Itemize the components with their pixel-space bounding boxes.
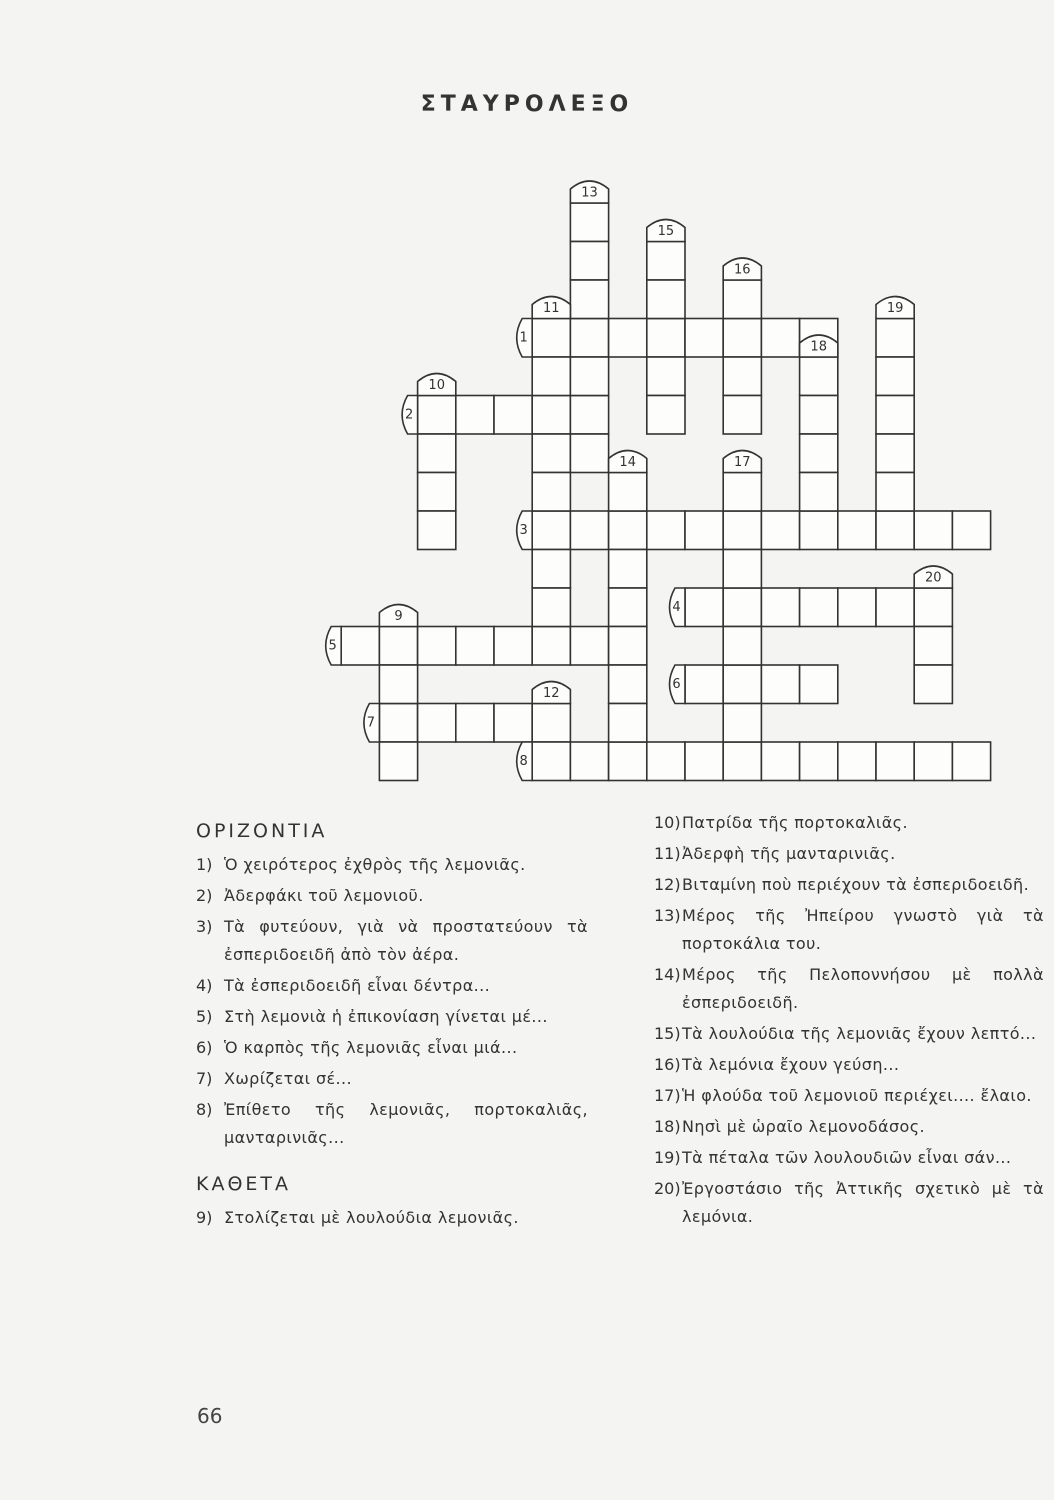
grid-cell[interactable] xyxy=(876,396,914,435)
clue-text: Ἀδερφάκι τοῦ λεμονιοῦ. xyxy=(224,886,424,905)
grid-cell[interactable] xyxy=(761,665,799,704)
clue-item xyxy=(196,1096,588,1152)
grid-cell[interactable] xyxy=(609,319,647,358)
clue-number-bubble xyxy=(876,297,914,319)
grid-cell[interactable] xyxy=(723,396,761,435)
grid-cell[interactable] xyxy=(838,742,876,781)
clues-right-column xyxy=(654,809,1044,1234)
grid-cell[interactable] xyxy=(532,511,570,550)
grid-cell[interactable] xyxy=(570,742,608,781)
clue-number: 8) xyxy=(196,1100,213,1119)
page-title: ΣΤΑΥΡΟΛΕΞΟ xyxy=(420,92,634,117)
grid-cell[interactable] xyxy=(761,319,799,358)
clue-text: Τὰ λεμόνια ἔχουν γεύση... xyxy=(682,1055,900,1074)
grid-cell[interactable] xyxy=(876,357,914,396)
grid-cell[interactable] xyxy=(723,319,761,358)
down-clue-list-right xyxy=(654,809,1044,1231)
clue-item xyxy=(654,902,1044,958)
clue-text: Μέρος τῆς Ἠπείρου γνωστὸ γιὰ τὰ πορτοκάλια του. xyxy=(682,906,1044,953)
grid-cell[interactable] xyxy=(723,357,761,396)
clue-text: Πατρίδα τῆς πορτοκαλιᾶς. xyxy=(682,813,908,832)
clue-number-bubble xyxy=(670,665,686,704)
clue-text: Ὁ χειρότερος ἐχθρὸς τῆς λεμονιᾶς. xyxy=(224,855,526,874)
grid-cell[interactable] xyxy=(723,742,761,781)
grid-cell[interactable] xyxy=(952,742,990,781)
grid-cell[interactable] xyxy=(647,742,685,781)
clue-number-bubble xyxy=(379,605,417,627)
clue-number-label: 13 xyxy=(581,185,598,201)
grid-cell[interactable] xyxy=(876,588,914,627)
grid-cell[interactable] xyxy=(876,473,914,512)
clue-number: 11) xyxy=(654,844,681,863)
grid-cells xyxy=(341,203,990,781)
grid-cell[interactable] xyxy=(570,319,608,358)
clue-item xyxy=(654,1113,1044,1141)
grid-cell[interactable] xyxy=(494,627,532,666)
grid-cell[interactable] xyxy=(723,627,761,666)
grid-cell[interactable] xyxy=(418,511,456,550)
across-clue-list xyxy=(196,851,588,1152)
grid-cell[interactable] xyxy=(379,704,417,743)
grid-cell[interactable] xyxy=(685,665,723,704)
grid-cell[interactable] xyxy=(532,742,570,781)
clue-number-label: 2 xyxy=(404,407,414,423)
clue-text: Τὰ φυτεύουν, γιὰ νὰ προστατεύουν τὰ ἐσπεριδοειδῆ ἀπὸ τὸν ἀέρα. xyxy=(224,917,588,964)
clue-item xyxy=(654,871,1044,899)
clue-number-label: 15 xyxy=(657,224,675,239)
clue-number-bubble xyxy=(723,258,761,280)
clue-number-bubble xyxy=(402,396,418,435)
clue-number: 5) xyxy=(196,1007,213,1026)
clue-number-label: 18 xyxy=(810,339,827,355)
grid-cell[interactable] xyxy=(914,742,952,781)
grid-cell[interactable] xyxy=(418,434,456,473)
clue-item xyxy=(654,1051,1044,1079)
clue-number-label: 16 xyxy=(734,262,751,278)
clue-text: Χωρίζεται σέ... xyxy=(224,1069,353,1088)
clue-number-bubble xyxy=(532,682,570,704)
clue-number-label: 8 xyxy=(519,753,528,769)
clue-number-label: 9 xyxy=(394,609,403,624)
clue-number-bubble xyxy=(517,511,533,550)
grid-cell[interactable] xyxy=(609,704,647,743)
clue-number: 12) xyxy=(654,875,681,894)
grid-cell[interactable] xyxy=(761,511,799,550)
grid-cell[interactable] xyxy=(914,627,952,666)
clue-number: 7) xyxy=(196,1069,213,1088)
clue-text: Τὰ πέταλα τῶν λουλουδιῶν εἶναι σάν... xyxy=(682,1148,1012,1167)
clue-number-bubble xyxy=(647,220,685,242)
clue-number-bubble xyxy=(723,451,761,473)
clue-number-label: 3 xyxy=(519,522,528,538)
grid-cell[interactable] xyxy=(456,627,494,666)
grid-cell[interactable] xyxy=(723,280,761,319)
clue-number-bubble xyxy=(517,319,533,358)
grid-cell[interactable] xyxy=(532,319,570,358)
grid-cell[interactable] xyxy=(609,473,647,512)
clue-number: 18) xyxy=(654,1117,681,1136)
grid-cell[interactable] xyxy=(800,357,838,396)
clue-text: Βιταμίνη ποὺ περιέχουν τὰ ἐσπεριδοειδῆ. xyxy=(682,875,1030,894)
clue-text: Ἐπίθετο τῆς λεμονιᾶς, πορτοκαλιᾶς, μανταρινιᾶς... xyxy=(224,1100,588,1147)
clue-number: 19) xyxy=(654,1148,681,1167)
grid-cell[interactable] xyxy=(876,319,914,358)
clue-number-bubble xyxy=(609,451,647,473)
clue-item xyxy=(654,809,1044,837)
grid-cell[interactable] xyxy=(532,627,570,666)
grid-cell[interactable] xyxy=(532,434,570,473)
clue-number-bubble xyxy=(800,335,838,357)
grid-cell[interactable] xyxy=(532,704,570,743)
clue-item xyxy=(196,1003,588,1031)
clue-text: Στὴ λεμονιὰ ἡ ἐπικονίαση γίνεται μέ... xyxy=(224,1007,548,1026)
clue-item xyxy=(654,1082,1044,1110)
grid-cell[interactable] xyxy=(418,473,456,512)
grid-cell[interactable] xyxy=(647,511,685,550)
clue-number: 20) xyxy=(654,1179,681,1198)
clue-number-bubble xyxy=(517,742,533,781)
clue-item xyxy=(196,913,588,969)
grid-cell[interactable] xyxy=(914,665,952,704)
grid-cell[interactable] xyxy=(570,203,608,242)
clue-number-label: 20 xyxy=(925,570,942,586)
grid-cell[interactable] xyxy=(723,473,761,512)
clue-number-label: 6 xyxy=(672,676,681,692)
grid-cell[interactable] xyxy=(685,319,723,358)
grid-cell[interactable] xyxy=(723,550,761,589)
grid-cell[interactable] xyxy=(647,396,685,435)
down-clue-list-left xyxy=(196,1204,588,1232)
clue-number-bubble xyxy=(670,588,686,627)
grid-cell[interactable] xyxy=(418,627,456,666)
clue-item xyxy=(654,840,1044,868)
grid-cell[interactable] xyxy=(723,511,761,550)
grid-cell[interactable] xyxy=(761,742,799,781)
clue-number-label: 17 xyxy=(734,455,751,470)
grid-cell[interactable] xyxy=(609,665,647,704)
clue-number-bubble xyxy=(532,297,570,319)
grid-cell[interactable] xyxy=(532,396,570,435)
grid-cell[interactable] xyxy=(876,511,914,550)
grid-cell[interactable] xyxy=(723,704,761,743)
clue-number: 1) xyxy=(196,855,213,874)
grid-cell[interactable] xyxy=(379,742,417,781)
clue-number: 3) xyxy=(196,917,213,936)
clue-item xyxy=(654,1020,1044,1048)
clue-item xyxy=(196,1065,588,1093)
grid-cell[interactable] xyxy=(800,434,838,473)
down-heading: ΚΑΘΕΤΑ xyxy=(196,1173,292,1195)
grid-cell[interactable] xyxy=(532,588,570,627)
grid-cell[interactable] xyxy=(800,396,838,435)
grid-cell[interactable] xyxy=(800,665,838,704)
clue-number-label: 12 xyxy=(543,686,560,701)
grid-cell[interactable] xyxy=(761,588,799,627)
grid-cell[interactable] xyxy=(800,473,838,512)
clue-number: 4) xyxy=(196,976,213,995)
clue-number: 13) xyxy=(654,906,681,925)
grid-cell[interactable] xyxy=(609,511,647,550)
grid-cell[interactable] xyxy=(723,665,761,704)
clue-item xyxy=(196,882,588,910)
clue-item xyxy=(654,961,1044,1017)
clue-number-bubble xyxy=(570,181,608,203)
grid-cell[interactable] xyxy=(876,742,914,781)
clue-number: 15) xyxy=(654,1024,681,1043)
grid-cell[interactable] xyxy=(609,627,647,666)
grid-cell[interactable] xyxy=(494,704,532,743)
clue-number-label: 7 xyxy=(366,715,376,731)
clue-item xyxy=(196,1204,588,1232)
clue-number-label: 4 xyxy=(672,599,681,615)
clue-number-label: 19 xyxy=(886,301,904,316)
grid-cell[interactable] xyxy=(952,511,990,550)
clue-text: Ἀδερφὴ τῆς μανταρινιᾶς. xyxy=(682,844,896,863)
grid-cell[interactable] xyxy=(876,434,914,473)
grid-cell[interactable] xyxy=(341,627,379,666)
clue-number: 2) xyxy=(196,886,213,905)
clue-number-label: 14 xyxy=(619,455,636,470)
grid-cell[interactable] xyxy=(838,511,876,550)
clues-left-column xyxy=(196,815,588,1235)
clue-number-bubble xyxy=(418,374,456,396)
grid-cell[interactable] xyxy=(570,396,608,435)
page-number: 66 xyxy=(197,1404,223,1428)
clue-text: Ἡ φλούδα τοῦ λεμονιοῦ περιέχει.... ἔλαιο. xyxy=(682,1086,1032,1105)
grid-cell[interactable] xyxy=(532,473,570,512)
clue-text: Στολίζεται μὲ λουλούδια λεμονιᾶς. xyxy=(224,1208,519,1227)
clue-number: 14) xyxy=(654,965,681,984)
clue-number: 6) xyxy=(196,1038,213,1057)
clue-number: 10) xyxy=(654,813,681,832)
grid-cell[interactable] xyxy=(685,588,723,627)
across-heading: ΟΡΙΖΟΝΤΙΑ xyxy=(196,820,328,842)
grid-cell[interactable] xyxy=(800,742,838,781)
grid-cell[interactable] xyxy=(532,550,570,589)
grid-cell[interactable] xyxy=(570,280,608,319)
clue-text: Τὰ ἐσπεριδοειδῆ εἶναι δέντρα... xyxy=(224,976,491,995)
grid-cell[interactable] xyxy=(800,511,838,550)
clue-item xyxy=(654,1144,1044,1172)
clue-item xyxy=(196,851,588,879)
grid-cell[interactable] xyxy=(456,704,494,743)
grid-cell[interactable] xyxy=(609,550,647,589)
grid-cell[interactable] xyxy=(914,511,952,550)
grid-cell[interactable] xyxy=(456,396,494,435)
clue-item xyxy=(196,972,588,1000)
clue-text: Νησὶ μὲ ὡραῖο λεμονοδάσος. xyxy=(682,1117,926,1136)
grid-cell[interactable] xyxy=(685,742,723,781)
clue-item xyxy=(196,1034,588,1062)
grid-cell[interactable] xyxy=(647,357,685,396)
grid-cell[interactable] xyxy=(800,588,838,627)
grid-cell[interactable] xyxy=(647,280,685,319)
grid-cell[interactable] xyxy=(570,242,608,281)
clue-number-label: 10 xyxy=(428,378,445,393)
grid-cell[interactable] xyxy=(647,242,685,281)
grid-cell[interactable] xyxy=(685,511,723,550)
grid-cell[interactable] xyxy=(418,704,456,743)
grid-cell[interactable] xyxy=(532,357,570,396)
grid-cell[interactable] xyxy=(723,588,761,627)
clue-number-label: 5 xyxy=(328,638,337,654)
grid-cell[interactable] xyxy=(494,396,532,435)
clue-text: Ὁ καρπὸς τῆς λεμονιᾶς εἶναι μιά... xyxy=(224,1038,518,1057)
clue-number-bubble xyxy=(326,627,342,666)
grid-cell[interactable] xyxy=(379,627,417,666)
grid-cell[interactable] xyxy=(570,357,608,396)
grid-cell[interactable] xyxy=(570,627,608,666)
clue-text: Ἐργοστάσιο τῆς Ἀττικῆς σχετικὸ μὲ τὰ λεμόνια. xyxy=(682,1179,1044,1226)
grid-cell[interactable] xyxy=(914,588,952,627)
clue-text: Τὰ λουλούδια τῆς λεμονιᾶς ἔχουν λεπτό... xyxy=(682,1024,1037,1043)
clue-item xyxy=(654,1175,1044,1231)
clue-number: 9) xyxy=(196,1208,213,1227)
grid-cell[interactable] xyxy=(570,434,608,473)
clue-text: Μέρος τῆς Πελοποννήσου μὲ πολλὰ ἐσπεριδοειδῆ. xyxy=(682,965,1044,1012)
grid-cell[interactable] xyxy=(570,511,608,550)
clue-number-label: 1 xyxy=(519,330,528,346)
grid-cell[interactable] xyxy=(609,588,647,627)
grid-cell[interactable] xyxy=(379,665,417,704)
clue-number-label: 11 xyxy=(543,301,560,316)
clue-number: 16) xyxy=(654,1055,681,1074)
grid-cell[interactable] xyxy=(838,588,876,627)
grid-cell[interactable] xyxy=(609,742,647,781)
grid-cell[interactable] xyxy=(647,319,685,358)
grid-cell[interactable] xyxy=(418,396,456,435)
clue-number-bubble xyxy=(364,704,380,743)
clue-number-bubble xyxy=(914,566,952,588)
clue-number: 17) xyxy=(654,1086,681,1105)
